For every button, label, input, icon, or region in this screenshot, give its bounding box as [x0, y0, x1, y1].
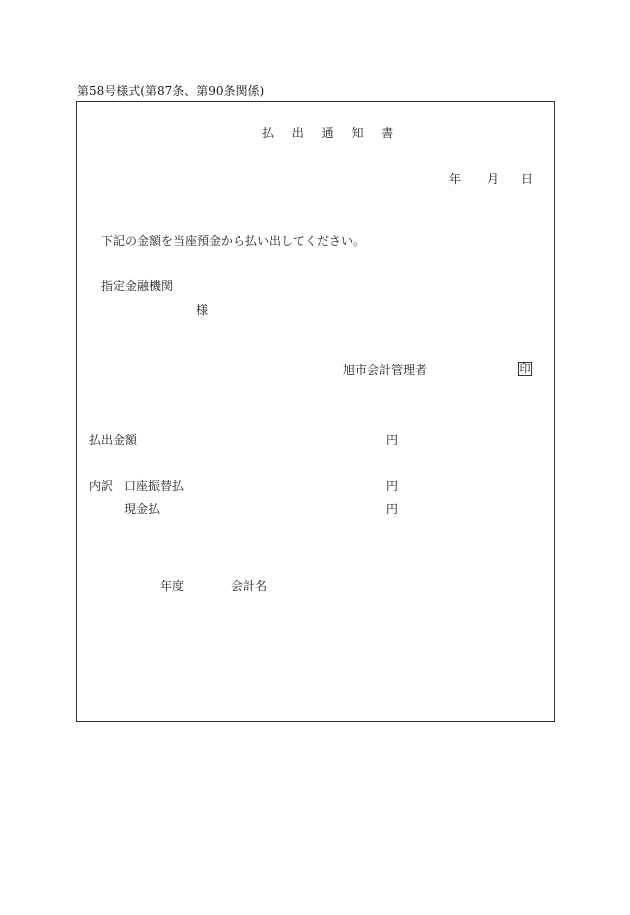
- form-frame: [76, 101, 555, 722]
- date-year-label: 年: [449, 172, 462, 186]
- designated-bank-label: 指定金融機関: [101, 279, 174, 293]
- date-month-label: 月: [487, 172, 500, 186]
- account-transfer-label: 口座振替払: [124, 479, 185, 493]
- account-transfer-unit: 円: [386, 479, 399, 493]
- account-name-label: 会計名: [231, 579, 268, 593]
- treasurer-label: 旭市会計管理者: [343, 363, 428, 377]
- document-title: 払 出 通 知 書: [262, 126, 394, 140]
- cash-payment-unit: 円: [386, 502, 399, 516]
- form-number-label: 第58号様式(第87条、第90条関係): [77, 84, 265, 98]
- instruction-text: 下記の金額を当座預金から払い出してください。: [101, 234, 366, 248]
- bank-honorific: 様: [196, 303, 209, 317]
- date-day-label: 日: [521, 172, 534, 186]
- seal-stamp-box: 印: [519, 362, 531, 375]
- cash-payment-label: 現金払: [124, 502, 161, 516]
- breakdown-label: 内訳: [89, 479, 114, 493]
- payment-amount-label: 払出金額: [89, 433, 138, 447]
- fiscal-year-label: 年度: [160, 579, 185, 593]
- payment-amount-unit: 円: [386, 433, 399, 447]
